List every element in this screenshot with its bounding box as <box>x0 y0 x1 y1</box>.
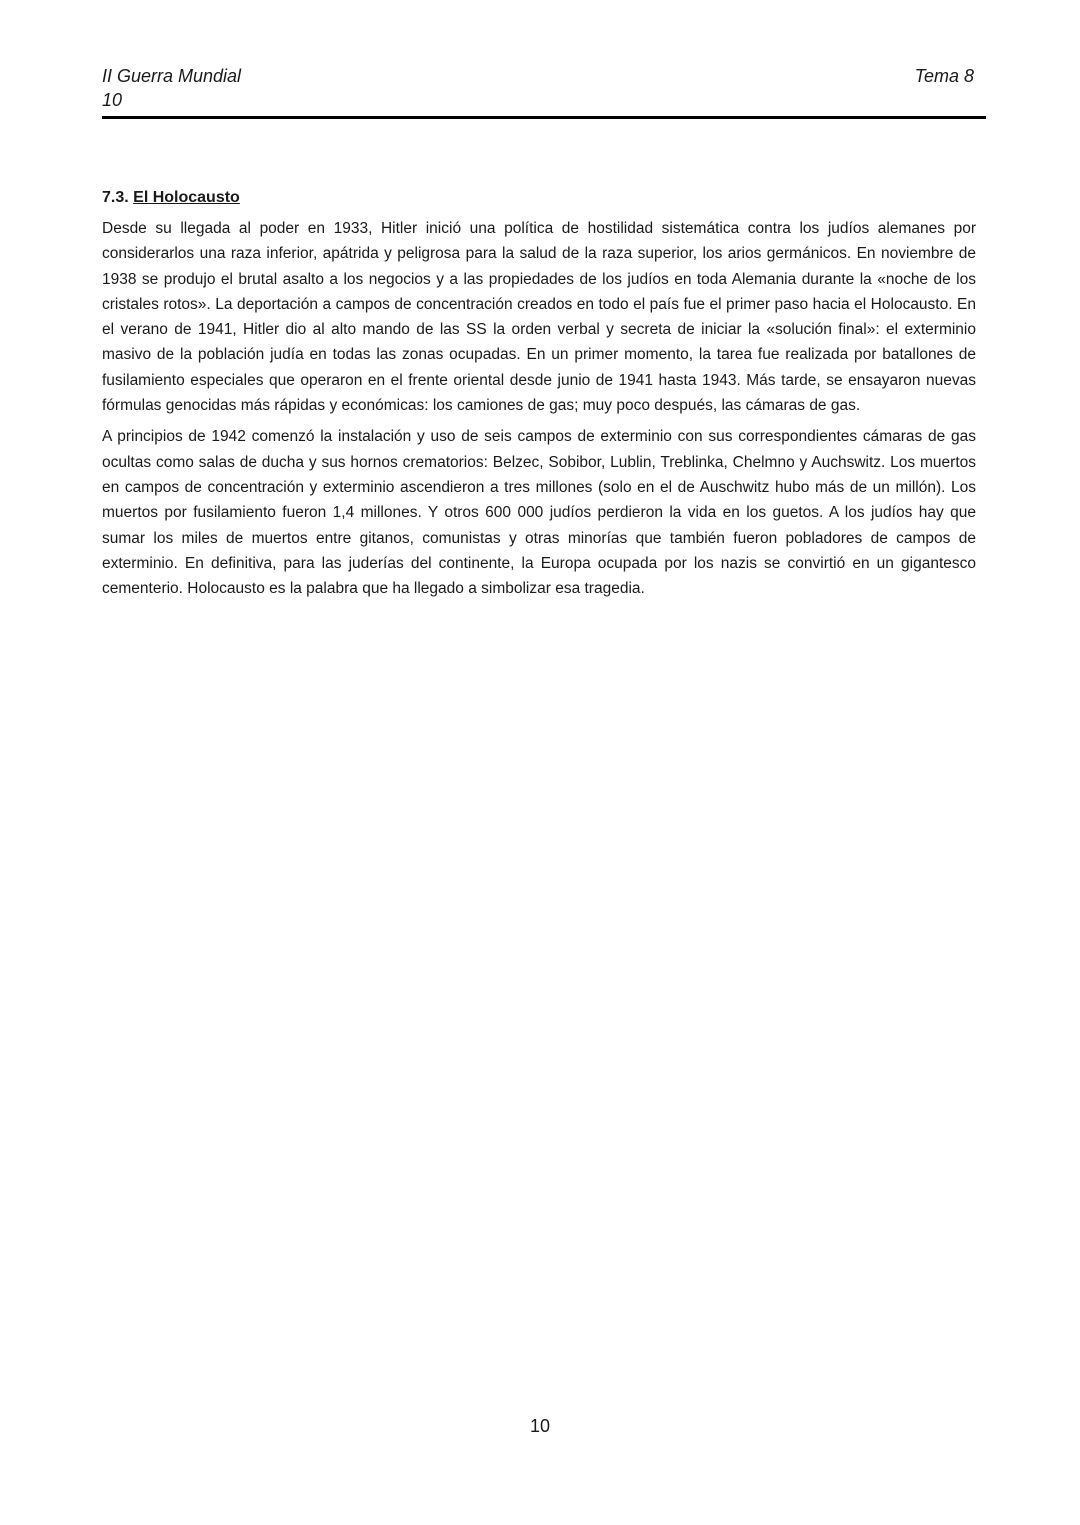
footer-page-number: 10 <box>529 1416 551 1436</box>
section-number: 7.3. <box>102 189 129 206</box>
header-left <box>102 64 241 112</box>
header-divider <box>102 116 986 119</box>
header-topic: Tema 8 <box>914 66 974 86</box>
section-title: El Holocausto <box>133 189 240 206</box>
page-header <box>102 64 986 120</box>
paragraph-1: Desde su llegada al poder en 1933, Hitler inició una política de hostilidad sistemática contra los judíos alemanes por considerarlos una raza inferior, apátrida y peligrosa para la salud de la raza superior, los arios germánicos. En noviembre de 1938 se produjo el brutal asalto a los negocios y a las propiedades de los judíos en toda Alemania durante la «noche de los cristales rotos». La deportación a campos de concentración creados en todo el país fue el primer paso hacia el Holocausto. En el verano de 1941, Hitler dio al alto mando de las SS la orden verbal y secreta de iniciar la «solución final»: el exterminio masivo de la población judía en todas las zonas ocupadas. En un primer momento, la tarea fue realizada por batallones de fusilamiento especiales que operaron en el frente oriental desde junio de 1941 hasta 1943. Más tarde, se ensayaron nuevas fórmulas genocidas más rápidas y económicas: los camiones de gas; muy poco después, las cámaras de gas. <box>102 220 976 415</box>
header-subject: II Guerra Mundial <box>102 66 242 86</box>
main-content <box>102 186 976 607</box>
header-page-ref: 10 <box>102 90 123 110</box>
paragraph-2: A principios de 1942 comenzó la instalación y uso de seis campos de exterminio con sus correspondientes cámaras de gas ocultas como salas de ducha y sus hornos crematorios: Belzec, Sobibor, Lublin, Treblinka, Chelmno y Auchswitz. Los muertos en campos de concentración y exterminio ascendieron a tres millones (solo en el de Auschwitz hubo más de un millón). Los muertos por fusilamiento fueron 1,4 millones. Y otros 600 000 judíos perdieron la vida en los guetos. A los judíos hay que sumar los miles de muertos entre gitanos, comunistas y otras minorías que también fueron pobladores de campos de exterminio. En definitiva, para las juderías del continente, la Europa ocupada por los nazis se convirtió en un gigantesco cementerio. Holocausto es la palabra que ha llegado a simbolizar esa tragedia. <box>102 428 976 598</box>
section-heading <box>102 186 976 210</box>
